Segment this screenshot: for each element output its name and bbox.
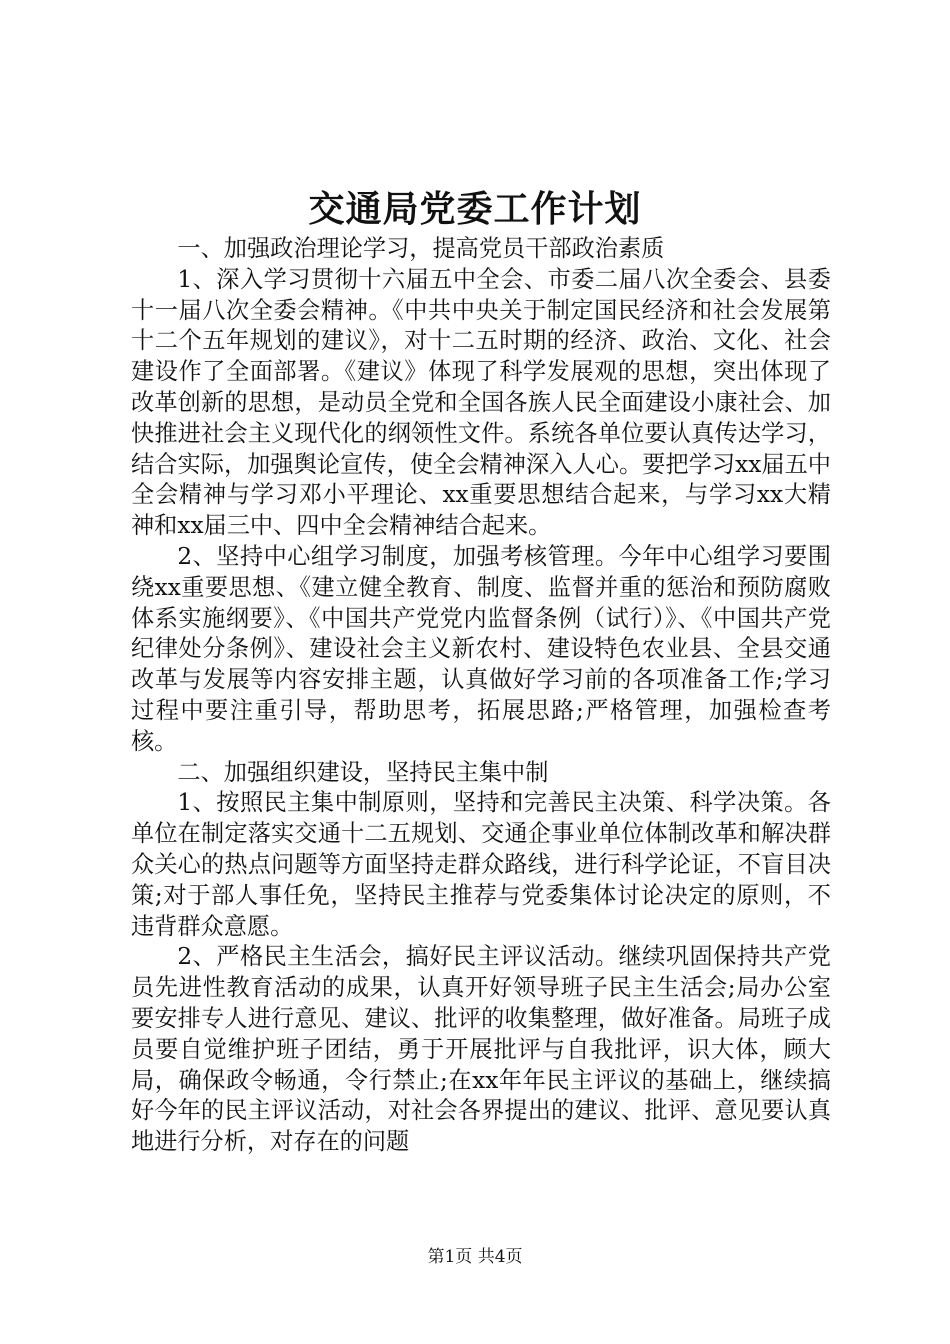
document-body [131,234,831,1158]
paragraph: 1、深入学习贯彻十六届五中全会、市委二届八次全委会、县委十一届八次全委会精神。《中共中央关于制定国民经济和社会发展第十二个五年规划的建议》，对十二五时期的经济、政治、文化、社会建设作了全面部署。《建议》体现了科学发展观的思想，突出体现了改革创新的思想，是动员全党和全国各族人民全面建设小康社会、加快推进社会主义现代化的纲领性文件。系统各单位要认真传达学习，结合实际，加强舆论宣传，使全会精神深入人心。要把学习xx届五中全会精神与学习邓小平理论、xx重要思想结合起来，与学习xx大精神和xx届三中、四中全会精神结合起来。 [131,265,831,540]
paragraph: 2、严格民主生活会，搞好民主评议活动。继续巩固保持共产党员先进性教育活动的成果，认真开好领导班子民主生活会;局办公室要安排专人进行意见、建议、批评的收集整理，做好准备。局班子成员要自觉维护班子团结，勇于开展批评与自我批评，识大体，顾大局，确保政令畅通，令行禁止;在xx年年民主评议的基础上，继续搞好今年的民主评议活动，对社会各界提出的建议、批评、意见要认真地进行分析，对存在的问题 [131,943,831,1156]
paragraph: 2、坚持中心组学习制度，加强考核管理。今年中心组学习要围绕xx重要思想、《建立健全教育、制度、监督并重的惩治和预防腐败体系实施纲要》、《中国共产党党内监督条例（试行）》、《中国共产党纪律处分条例》、建设社会主义新农村、建设特色农业县、全县交通改革与发展等内容安排主题，认真做好学习前的各项准备工作;学习过程中要注重引导，帮助思考，拓展思路;严格管理，加强检查考核。 [131,542,831,755]
paragraph: 1、按照民主集中制原则，坚持和完善民主决策、科学决策。各单位在制定落实交通十二五规划、交通企事业单位体制改革和解决群众关心的热点问题等方面坚持走群众路线，进行科学论证，不盲目决策;对于部人事任免，坚持民主推荐与党委集体讨论决定的原则，不违背群众意愿。 [131,789,831,940]
document-title: 交通局党委工作计划 [308,188,642,230]
section-heading: 二、加强组织建设，坚持民主集中制 [177,758,549,786]
page-footer: 第1页 共4页 [427,1247,523,1267]
section-heading: 一、加强政治理论学习，提高党员干部政治素质 [177,235,665,262]
